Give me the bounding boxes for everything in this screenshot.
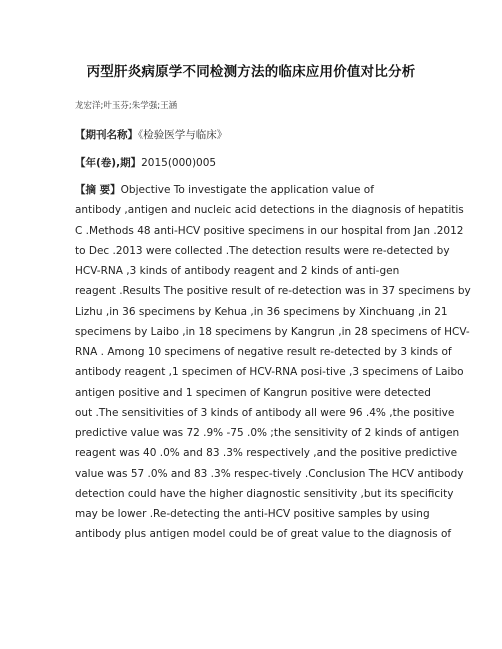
abstract-line: may be lower .Re-detecting the anti-HCV positive samples by using [75,508,430,520]
abstract-line: antibody plus antigen model could be of great value to the diagnosis of [75,528,452,541]
year-volume-value: 2015(000)005 [141,157,217,169]
abstract-line: reagent .Results The positive result of re-detection was in 37 specimens by [75,285,471,298]
paper-title: 丙型肝炎病原学不同检测方法的临床应用价值对比分析 [86,64,416,80]
journal-name-row [75,127,227,142]
abstract-label: 【摘 要】 [75,184,121,196]
paper-authors: 龙宏洋;叶玉芬;朱学强;王涵 [75,101,178,111]
abstract-line: Lizhu ,in 36 specimens by Kehua ,in 36 specimens by Xinchuang ,in 21 [75,305,448,318]
abstract-line: out .The sensitivities of 3 kinds of antibody all were 96 .4% ,the positive [75,406,455,419]
year-volume-row [75,155,216,170]
abstract-line: to Dec .2013 were collected .The detection results were re-detected by [75,244,450,257]
abstract-line: antibody reagent ,1 specimen of HCV-RNA posi-tive ,3 specimens of Laibo [75,366,464,379]
abstract-line: RNA . Among 10 specimens of negative result re-detected by 3 kinds of [75,346,452,358]
abstract-line: specimens by Laibo ,in 18 specimens by Kangrun ,in 28 specimens of HCV- [75,325,470,338]
journal-name-value: 《检验医学与临床》 [138,129,228,141]
abstract-line: reagent was 40 .0% and 83 .3% respectively ,and the positive predictive [75,447,458,460]
abstract-line: antigen positive and 1 specimen of Kangrun positive were detected [75,386,431,399]
abstract-line: predictive value was 72 .9% -75 .0% ;the sensitivity of 2 kinds of antigen [75,427,460,439]
abstract-line: C .Methods 48 anti-HCV positive specimens in our hospital from Jan .2012 [75,224,464,237]
abstract-line: detection could have the higher diagnostic sensitivity ,but its specificity [75,487,454,500]
abstract-line: HCV-RNA ,3 kinds of antibody reagent and 2 kinds of anti-gen [75,265,400,277]
year-volume-label: 【年(卷),期】 [75,157,142,169]
journal-name-label: 【期刊名称】 [75,129,138,141]
abstract-line: value was 57 .0% and 83 .3% respec-tively .Conclusion The HCV antibody [75,467,464,480]
abstract-line: antibody ,antigen and nucleic acid detections in the diagnosis of hepatitis [75,204,464,217]
abstract-line [75,180,435,200]
abstract-block [75,180,471,545]
abstract-text: Objective To investigate the application value of [120,184,374,196]
